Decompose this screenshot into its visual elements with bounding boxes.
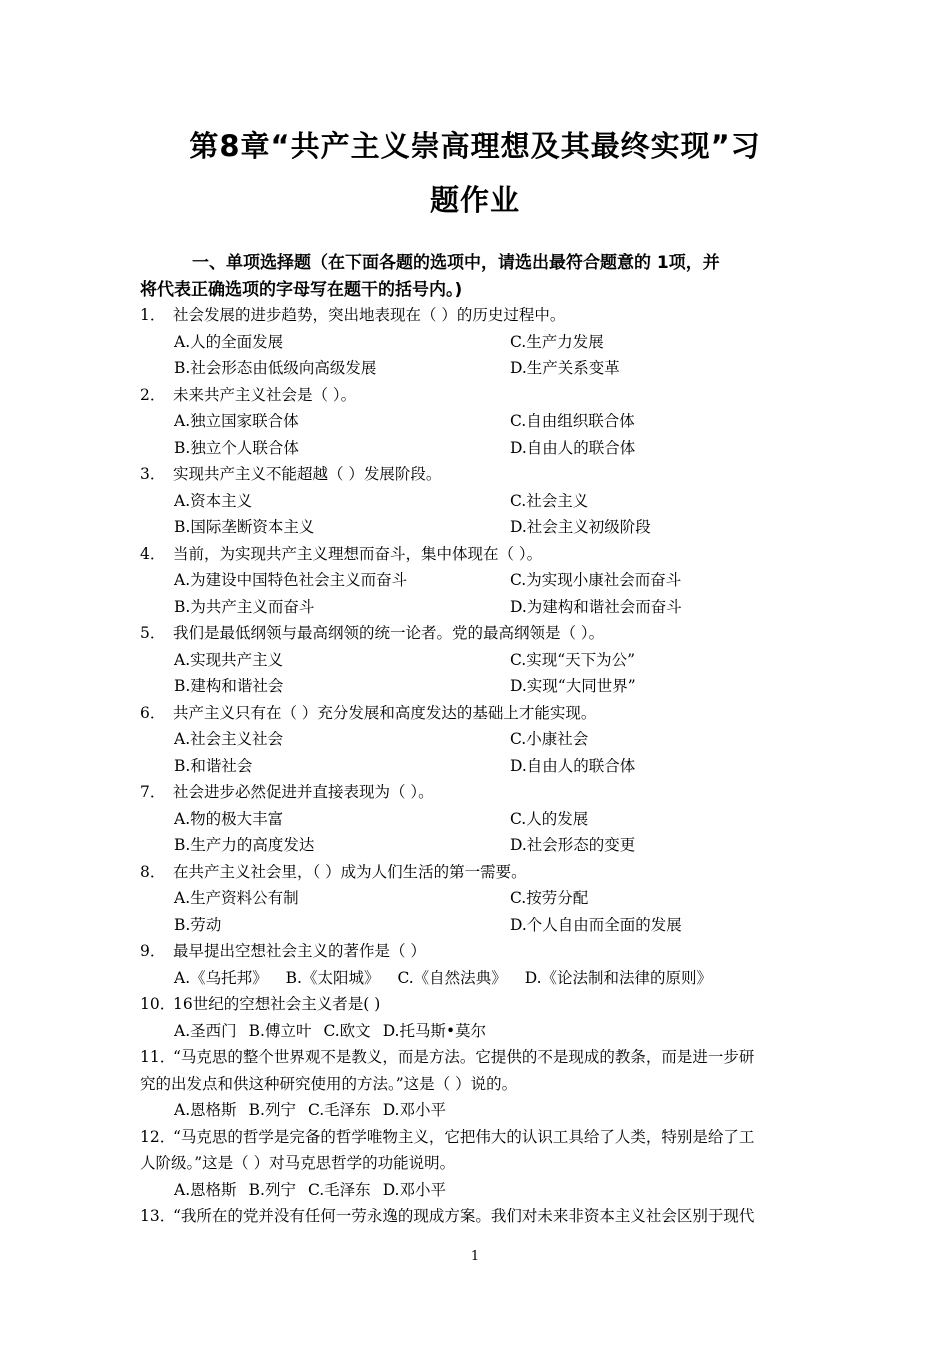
option-c: C.生产力发展 bbox=[510, 332, 604, 351]
option-c: C.自由组织联合体 bbox=[510, 412, 635, 430]
option-c: C.《自然法典》 bbox=[397, 968, 507, 987]
question-text: 在共产主义社会里，（ ）成为人们生活的第一需要。 bbox=[173, 862, 527, 881]
question-text-continued: 人阶级。”这是（ ）对马克思哲学的功能说明。 bbox=[140, 1154, 456, 1172]
question-text: 最早提出空想社会主义的著作是（ ） bbox=[173, 942, 426, 960]
page-title-line1: 第8章“共产主义崇高理想及其最终实现”习 bbox=[189, 129, 761, 163]
question-stem bbox=[140, 938, 820, 965]
option-row bbox=[140, 806, 820, 833]
question-number: 9． bbox=[140, 942, 166, 960]
option-row bbox=[140, 514, 820, 541]
question-stem bbox=[140, 302, 820, 329]
question-number: 7． bbox=[140, 783, 166, 801]
option-c: C.人的发展 bbox=[510, 809, 589, 828]
page-number: 1 bbox=[470, 1249, 480, 1264]
section-heading-line1: 一、单项选择题（在下面各题的选项中，请选出最符合题意的 1项，并 bbox=[192, 253, 720, 273]
option-a: A.物的极大丰富 bbox=[174, 809, 284, 828]
option-row bbox=[140, 408, 820, 435]
option-row bbox=[140, 355, 820, 382]
option-a: A.资本主义 bbox=[174, 491, 253, 510]
option-d: D.邓小平 bbox=[382, 1180, 446, 1199]
option-row bbox=[140, 885, 820, 912]
option-d: D.生产关系变革 bbox=[510, 359, 620, 377]
option-b: B.为共产主义而奋斗 bbox=[174, 597, 315, 616]
question-number: 5． bbox=[140, 624, 166, 642]
option-a: A.人的全面发展 bbox=[174, 332, 284, 351]
option-row bbox=[140, 567, 820, 594]
question-stem bbox=[140, 541, 820, 568]
option-row bbox=[140, 647, 820, 674]
option-c: C.为实现小康社会而奋斗 bbox=[510, 571, 682, 589]
option-a: A.恩格斯 bbox=[174, 1180, 237, 1199]
option-a: A.独立国家联合体 bbox=[174, 412, 299, 430]
option-c: C.欧文 bbox=[323, 1021, 371, 1040]
question-text-continued: 究的出发点和供这种研究使用的方法。”这是（ ）说的。 bbox=[140, 1074, 518, 1093]
question-number: 6． bbox=[140, 703, 166, 722]
option-d: D.自由人的联合体 bbox=[510, 438, 636, 457]
option-d: D.为建构和谐社会而奋斗 bbox=[510, 597, 682, 616]
question-stem bbox=[140, 620, 820, 647]
question-number: 13． bbox=[140, 1207, 176, 1225]
option-a: A.社会主义社会 bbox=[174, 730, 284, 748]
option-b: B.独立个人联合体 bbox=[174, 438, 299, 457]
question-text: “我所在的党并没有任何一劳永逸的现成方案。我们对未来非资本主义社会区别于现代 bbox=[173, 1207, 755, 1225]
option-b: B.列宁 bbox=[248, 1101, 296, 1119]
option-a: A.生产资料公有制 bbox=[174, 889, 299, 907]
question-text: 未来共产主义社会是（ ）。 bbox=[173, 385, 357, 404]
question-number: 2． bbox=[140, 385, 166, 404]
question-stem bbox=[140, 1124, 820, 1151]
question-number: 10． bbox=[140, 995, 176, 1013]
option-d: D.邓小平 bbox=[382, 1101, 446, 1119]
option-row bbox=[140, 1177, 820, 1204]
section-heading-line2: 将代表正确选项的字母写在题干的括号内。) bbox=[140, 280, 463, 300]
option-c: C.社会主义 bbox=[510, 491, 589, 510]
option-d: D.个人自由而全面的发展 bbox=[510, 915, 682, 934]
question-text: 我们是最低纲领与最高纲领的统一论者。党的最高纲领是（ ）。 bbox=[173, 624, 605, 642]
question-text: 共产主义只有在（ ）充分发展和高度发达的基础上才能实现。 bbox=[173, 703, 597, 722]
option-row bbox=[140, 673, 820, 700]
option-a: A.《乌托邦》 bbox=[174, 968, 268, 987]
option-d: D.社会形态的变更 bbox=[510, 836, 636, 854]
question-number: 11． bbox=[140, 1048, 176, 1066]
question-list bbox=[140, 302, 820, 1230]
section-heading bbox=[140, 250, 812, 304]
option-b: B.生产力的高度发达 bbox=[174, 836, 315, 854]
question-number: 8． bbox=[140, 862, 166, 881]
option-a: A.实现共产主义 bbox=[174, 650, 284, 669]
question-number: 12． bbox=[140, 1127, 176, 1146]
option-row bbox=[140, 912, 820, 939]
option-d: D.《论法制和法律的原则》 bbox=[524, 968, 713, 987]
option-a: A.为建设中国特色社会主义而奋斗 bbox=[174, 571, 408, 589]
option-row bbox=[140, 435, 820, 462]
question-number: 1． bbox=[140, 306, 166, 324]
question-text: 社会进步必然促进并直接表现为（ ）。 bbox=[173, 783, 434, 801]
option-b: B.傅立叶 bbox=[248, 1021, 312, 1040]
question-number: 4． bbox=[140, 544, 166, 563]
option-d: D.实现“大同世界” bbox=[510, 677, 636, 695]
option-b: B.《太阳城》 bbox=[285, 968, 380, 987]
option-c: C.毛泽东 bbox=[307, 1180, 371, 1199]
question-text: 当前，为实现共产主义理想而奋斗，集中体现在（ ）。 bbox=[173, 544, 543, 563]
question-stem bbox=[140, 461, 820, 488]
option-row bbox=[140, 726, 820, 753]
question-text: 社会发展的进步趋势，突出地表现在（ ）的历史过程中。 bbox=[173, 306, 566, 324]
question-text: 16世纪的空想社会主义者是( ) bbox=[173, 995, 381, 1013]
option-d: D.自由人的联合体 bbox=[510, 756, 636, 775]
option-row bbox=[140, 1097, 820, 1124]
option-b: B.和谐社会 bbox=[174, 756, 253, 775]
question-stem bbox=[140, 859, 820, 886]
option-d: D.社会主义初级阶段 bbox=[510, 518, 651, 536]
option-c: C.毛泽东 bbox=[307, 1101, 371, 1119]
option-row bbox=[140, 594, 820, 621]
option-c: C.小康社会 bbox=[510, 730, 589, 748]
option-row bbox=[140, 488, 820, 515]
option-row bbox=[140, 965, 820, 992]
question-text: “马克思的哲学是完备的哲学唯物主义，它把伟大的认识工具给了人类，特别是给了工 bbox=[173, 1127, 755, 1146]
option-b: B.劳动 bbox=[174, 915, 222, 934]
question-stem bbox=[140, 1203, 820, 1230]
option-row bbox=[140, 753, 820, 780]
page-title-line2: 题作业 bbox=[429, 183, 520, 217]
option-c: C.按劳分配 bbox=[510, 889, 589, 907]
option-row bbox=[140, 1018, 820, 1045]
question-number: 3． bbox=[140, 465, 166, 483]
question-stem bbox=[140, 382, 820, 409]
option-row bbox=[140, 329, 820, 356]
question-stem bbox=[140, 1044, 820, 1071]
option-c: C.实现“天下为公” bbox=[510, 650, 636, 669]
question-text: “马克思的整个世界观不是教义，而是方法。它提供的不是现成的教条，而是进一步研 bbox=[173, 1048, 755, 1066]
option-a: A.恩格斯 bbox=[174, 1101, 237, 1119]
option-row bbox=[140, 832, 820, 859]
option-b: B.国际垄断资本主义 bbox=[174, 518, 315, 536]
question-stem bbox=[140, 991, 820, 1018]
question-text: 实现共产主义不能超越（ ）发展阶段。 bbox=[173, 465, 442, 483]
option-b: B.建构和谐社会 bbox=[174, 677, 284, 695]
question-stem bbox=[140, 700, 820, 727]
option-d: D.托马斯•莫尔 bbox=[382, 1021, 487, 1040]
question-stem bbox=[140, 779, 820, 806]
option-b: B.列宁 bbox=[248, 1180, 296, 1199]
option-b: B.社会形态由低级向高级发展 bbox=[174, 359, 377, 377]
option-a: A.圣西门 bbox=[174, 1021, 237, 1040]
